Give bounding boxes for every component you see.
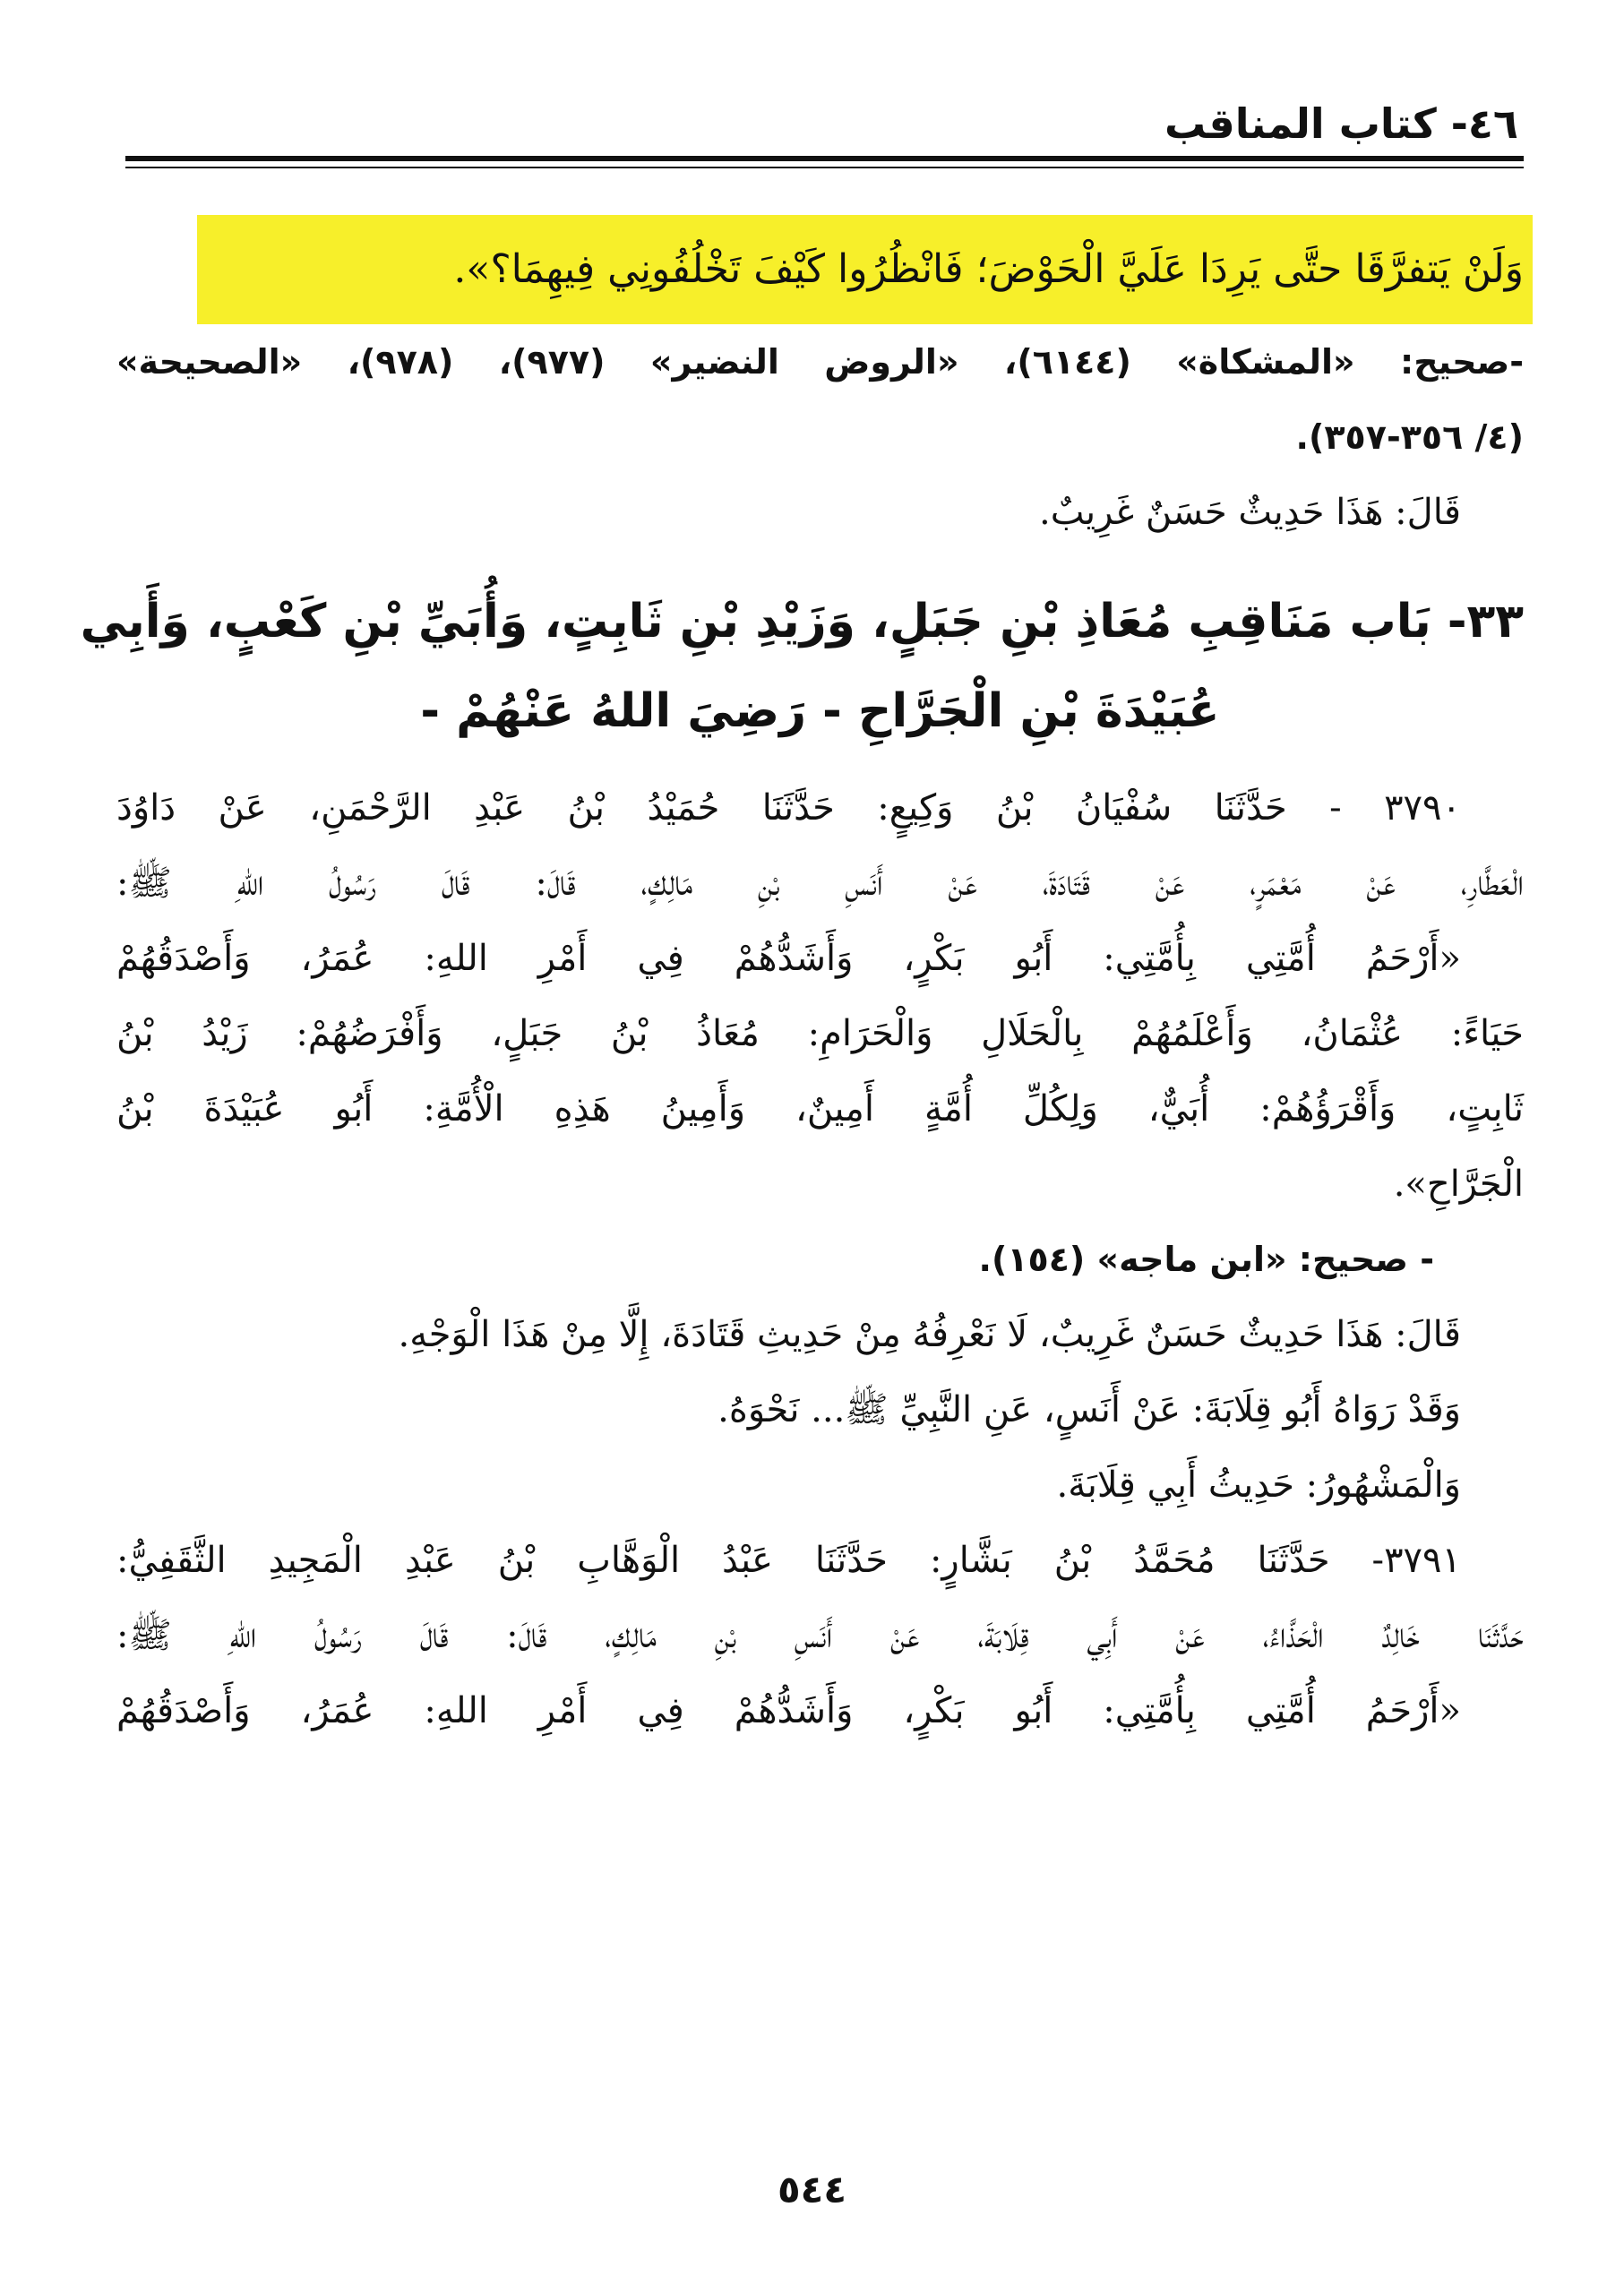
hadith-line: حَدَّثَنَا خَالِدٌ الْحَذَّاءُ، عَنْ أَبِي قِلَابَةَ، عَنْ أَنَسِ بْنِ مَالِكٍ، قَالَ: قَالَ رَسُولُ اللهِ ﷺ:	[116, 1615, 1524, 1656]
hadith-line: ثَابِتٍ، وَأَقْرَؤُهُمْ: أُبَيٌّ، وَلِكُلِّ أُمَّةٍ أَمِينٌ، وَأَمِينُ هَذِهِ الْأُمَّةِ: أَبُو عُبَيْدَةَ بْنُ	[116, 1088, 1524, 1129]
hadith-line: ٣٧٩٠ - حَدَّثَنَا سُفْيَانُ بْنُ وَكِيعٍ: حَدَّثَنَا حُمَيْدُ بْنُ عَبْدِ الرَّحْمَنِ، عَنْ دَاوُدَ	[116, 787, 1461, 829]
grading-line: -صحيح: «المشكاة» (٦١٤٤)، «الروض النضير» (٩٧٧)، (٩٧٨)، «الصحيحة»	[116, 342, 1524, 382]
comment-line: وَالْمَشْهُورُ: حَدِيثُ أَبِي قِلَابَةَ.	[1056, 1464, 1461, 1506]
header-rule-thin	[125, 167, 1524, 168]
chapter-heading-line: ٣٣- بَاب مَنَاقِبِ مُعَاذِ بْنِ جَبَلٍ، وَزَيْدِ بْنِ ثَابِتٍ، وَأُبَيِّ بْنِ كَعْبٍ، وَأَبِي	[80, 595, 1524, 648]
page-number: ٥٤٤	[778, 2168, 846, 2211]
page-body	[80, 215, 1525, 1748]
grading-line: (٤/ ٣٥٦-٣٥٧).	[1295, 417, 1524, 457]
grading-line: - صحيح: «ابن ماجه» (١٥٤).	[978, 1240, 1434, 1279]
hadith-line: حَيَاءً: عُثْمَانُ، وَأَعْلَمُهُمْ بِالْحَلَالِ وَالْحَرَامِ: مُعَاذُ بْنُ جَبَلٍ، وَأَفْرَضُهُمْ: زَيْدُ بْنُ	[116, 1013, 1524, 1054]
hadith-line: «أَرْحَمُ أُمَّتِي بِأُمَّتِي: أَبُو بَكْرٍ، وَأَشَدُّهُمْ فِي أَمْرِ اللهِ: عُمَرُ، وَأَصْدَقُهُمْ	[116, 938, 1461, 979]
comment-line: قَالَ: هَذَا حَدِيثٌ حَسَنٌ غَرِيبٌ، لَا نَعْرِفُهُ مِنْ حَدِيثِ قَتَادَةَ، إِلَّا مِنْ هَذَا الْوَجْهِ.	[398, 1314, 1461, 1355]
page-header	[0, 97, 1624, 150]
comment-line: وَقَدْ رَوَاهُ أَبُو قِلَابَةَ: عَنْ أَنَسٍ، عَنِ النَّبِيِّ ﷺ... نَحْوَهُ.	[717, 1389, 1461, 1430]
hadith-line: الْجَرَّاحِ».	[1393, 1164, 1524, 1205]
highlighted-text-line: وَلَنْ يَتفرَّقَا حتَّى يَرِدَا عَلَيَّ الْحَوْضَ؛ فَانْظُرُوا كَيْفَ تَخْلُفُونِي فِيهِمَا؟».	[197, 215, 1533, 324]
header-rule-thick	[125, 156, 1524, 161]
chapter-heading-line: عُبَيْدَةَ بْنِ الْجَرَّاحِ - رَضِيَ اللهُ عَنْهُمْ -	[420, 684, 1220, 738]
comment-line: قَالَ: هَذَا حَدِيثٌ حَسَنٌ غَرِيبٌ.	[1038, 492, 1461, 533]
chapter-title: ٤٦- كتاب المناقب	[1164, 99, 1518, 148]
hadith-line: الْعَطَّارِ، عَنْ مَعْمَرٍ، عَنْ قَتَادَةَ، عَنْ أَنَسِ بْنِ مَالِكٍ، قَالَ: قَالَ رَسُولُ اللهِ ﷺ:	[116, 863, 1525, 904]
hadith-line: «أَرْحَمُ أُمَّتِي بِأُمَّتِي: أَبُو بَكْرٍ، وَأَشَدُّهُمْ فِي أَمْرِ اللهِ: عُمَرُ، وَأَصْدَقُهُمْ	[116, 1690, 1461, 1731]
hadith-line: ٣٧٩١- حَدَّثَنَا مُحَمَّدُ بْنُ بَشَّارٍ: حَدَّثَنَا عَبْدُ الْوَهَّابِ بْنُ عَبْدِ الْمَجِيدِ الثَّقَفِيُّ:	[116, 1540, 1461, 1581]
